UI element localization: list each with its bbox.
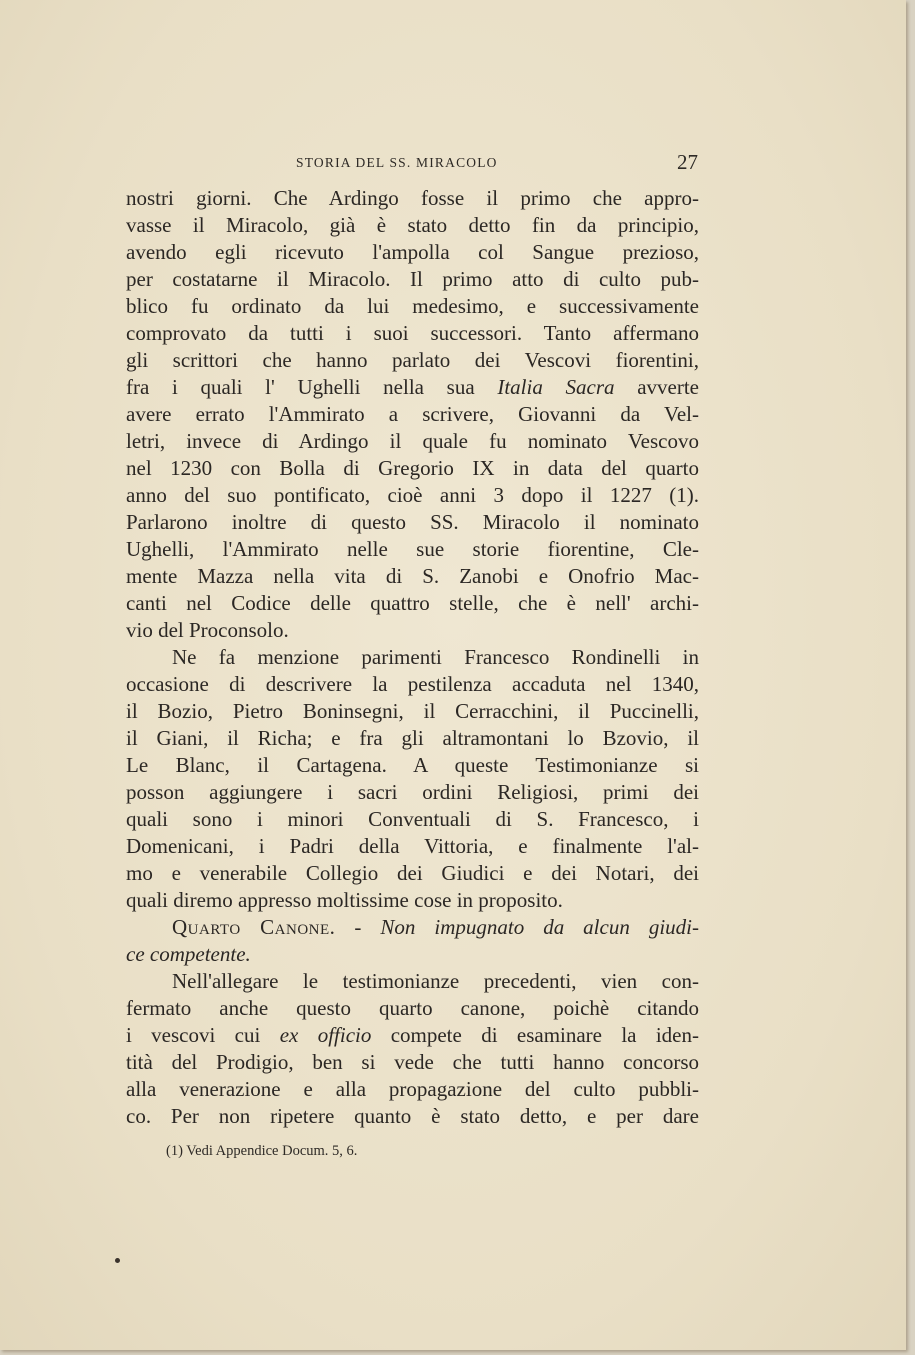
text-line: il Giani, il Richa; e fra gli altramontani lo Bzovio, il xyxy=(126,726,699,750)
running-title: STORIA DEL SS. MIRACOLO xyxy=(296,155,498,170)
body-text xyxy=(126,185,699,1130)
section-heading-line: Quarto Canone. - Non impugnato da alcun giudi- xyxy=(172,915,699,939)
text-line: Ughelli, l'Ammirato nelle sue storie fiorentine, Cle- xyxy=(126,537,699,561)
text-line: fra i quali l' Ughelli nella sua Italia Sacra avverte xyxy=(126,375,700,399)
section-heading-italic: Non impugnato da alcun giudi- xyxy=(380,915,699,939)
text-line: per costatarne il Miracolo. Il primo atto di culto pub- xyxy=(126,267,699,291)
paragraph-start-line: Ne fa menzione parimenti Francesco Rondinelli in xyxy=(172,645,699,669)
ink-speck xyxy=(115,1258,120,1263)
text-line: ce competente. xyxy=(126,942,251,966)
paragraph-start-line: Nell'allegare le testimonianze precedenti, vien con- xyxy=(172,969,699,993)
text-line: mente Mazza nella vita di S. Zanobi e Onofrio Mac- xyxy=(126,564,699,588)
italic-title: Italia Sacra xyxy=(497,375,615,399)
text-line: Parlarono inoltre di questo SS. Miracolo il nominato xyxy=(126,510,699,534)
text-line: quali diremo appresso moltissime cose in proposito. xyxy=(126,888,563,912)
text-line: Le Blanc, il Cartagena. A queste Testimonianze si xyxy=(126,753,699,777)
section-heading: Quarto Canone. xyxy=(172,915,336,939)
text-line: blico fu ordinato da lui medesimo, e successivamente xyxy=(126,294,699,318)
text-line: occasione di descrivere la pestilenza accaduta nel 1340, xyxy=(126,672,699,696)
text-line: co. Per non ripetere quanto è stato detto, e per dare xyxy=(126,1104,699,1128)
text-line: vio del Proconsolo. xyxy=(126,618,289,642)
text-line: i vescovi cui ex officio compete di esaminare la iden- xyxy=(126,1023,700,1047)
text-line: Domenicani, i Padri della Vittoria, e finalmente l'al- xyxy=(126,834,699,858)
page-number: 27 xyxy=(677,150,698,174)
text-line: nel 1230 con Bolla di Gregorio IX in data del quarto xyxy=(126,456,699,480)
footnote: (1) Vedi Appendice Docum. 5, 6. xyxy=(166,1143,358,1159)
text-line: fermato anche questo quarto canone, poichè citando xyxy=(126,996,699,1020)
text-line: vasse il Miracolo, già è stato detto fin da principio, xyxy=(126,213,699,237)
text-line: tità del Prodigio, ben si vede che tutti hanno concorso xyxy=(126,1050,699,1074)
text-line: avendo egli ricevuto l'ampolla col Sangue prezioso, xyxy=(126,240,699,264)
text-line: letri, invece di Ardingo il quale fu nominato Vescovo xyxy=(126,429,699,453)
text-line: canti nel Codice delle quattro stelle, che è nell' archi- xyxy=(126,591,699,615)
text-line: quali sono i minori Conventuali di S. Francesco, i xyxy=(126,807,699,831)
text-line: alla venerazione e alla propagazione del culto pubbli- xyxy=(126,1077,699,1101)
text-line: il Bozio, Pietro Boninsegni, il Cerracchini, il Puccinelli, xyxy=(126,699,699,723)
text-line: posson aggiungere i sacri ordini Religiosi, primi dei xyxy=(126,780,699,804)
text-line: anno del suo pontificato, cioè anni 3 dopo il 1227 (1). xyxy=(126,483,699,507)
page-header xyxy=(126,148,698,178)
italic-phrase: ex officio xyxy=(279,1023,372,1047)
text-line: avere errato l'Ammirato a scrivere, Giovanni da Vel- xyxy=(126,402,699,426)
text-line: gli scrittori che hanno parlato dei Vescovi fiorentini, xyxy=(126,348,699,372)
text-line: comprovato da tutti i suoi successori. Tanto affermano xyxy=(126,321,699,345)
text-line: mo e venerabile Collegio dei Giudici e dei Notari, dei xyxy=(126,861,699,885)
text-line: nostri giorni. Che Ardingo fosse il primo che appro- xyxy=(126,186,699,210)
